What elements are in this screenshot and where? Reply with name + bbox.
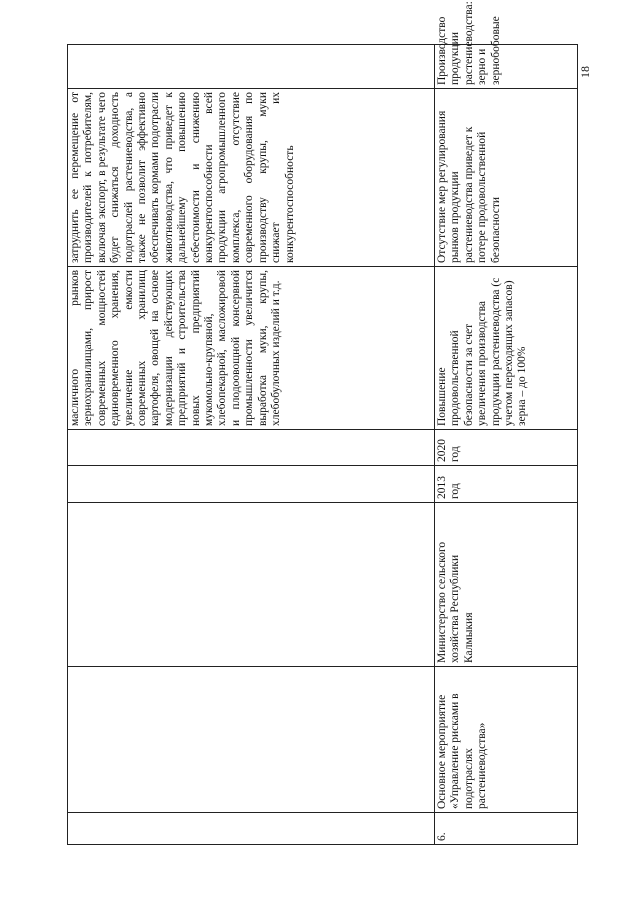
cell-event [68,667,435,813]
page-number: 18 [578,66,592,78]
cell-expected-result: масличного рынков зернохранилищами, прирост современных мощностей единовременного хранения, увеличение емкости современных хранилищ картофеля, овощей на основе модернизации действующих предприятий и строительства новых предприятий мукомольно-крупяной, хлебопекарной, масложировой и плодоовощной консервной промышленности увеличится выработка муки, крупы, хлебобулочных изделий и т.д. [68,267,435,430]
cell-indicator [68,45,435,89]
cell-start-year: 2013 год [435,466,578,503]
cell-end-year: 2020 год [435,430,578,466]
cell-end-year [68,430,435,466]
program-table [67,1,578,845]
cell-event: Основное мероприятие «Управление рисками в подотраслях растениеводства» [435,667,578,813]
rotated-table-wrapper [67,1,577,845]
table-row [68,45,435,845]
cell-number: 6. [435,813,578,845]
cell-executor: Министерство сельского хозяйства Республики Калмыкия [435,503,578,667]
cell-consequence: Отсутствие мер регулирования рынков продукции растениеводства приведет к потере продовольственной безопасности [435,89,578,267]
cell-number [68,813,435,845]
cell-executor [68,503,435,667]
cell-consequence: затруднить ее перемещение от производителей к потребителям, включая экспорт, в результате чего будет снижаться доходность подотраслей растениеводства, а также не позволит эффективно обеспечивать кормами подотрасли животноводства, что приведет к дальнейшему повышению себестоимости и снижению конкурентоспособности всей продукции агропромышленного комплекса, отсутствие современного оборудования по производству крупы, муки снижает их конкурентоспособность [68,89,435,267]
cell-start-year [68,466,435,503]
cell-expected-result: Повышение продовольственной безопасности за счет увеличения производства продукции растениеводства (с учетом переходящих запасов) зерна – до 100% [435,267,578,430]
cell-indicator: Производство продукции растениеводства: зерно и зернобобовые [435,45,578,89]
table-row [435,45,578,845]
